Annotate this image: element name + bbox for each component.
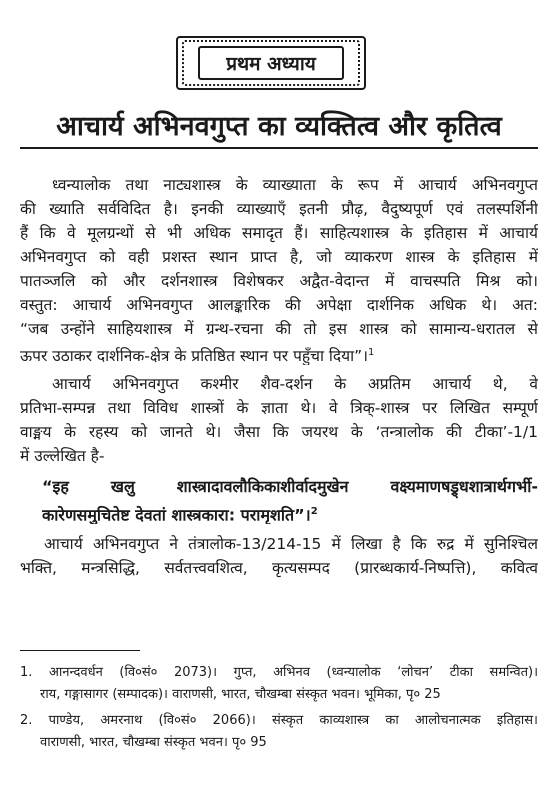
paragraph-line: वाङ्मय के रहस्य को जानते थे। जैसा कि जयरथ के ‘तन्त्रालोक की टीका’-1/1 — [20, 423, 538, 441]
footnote-line: 2. पाण्डेय, अमरनाथ (वि०सं० 2066)। संस्कृत काव्यशास्त्र का आलोचनात्मक इतिहास। — [20, 713, 538, 728]
paragraph-line: प्रतिभा-सम्पन्न तथा विविध शास्त्रों के ज्ञाता थे। वे त्रिक्-शास्त्र पर लिखित सम्पूर्ण — [20, 399, 538, 417]
chapter-label: प्रथम अध्याय — [198, 46, 344, 80]
sanskrit-quote-text: कारेणसमुचितेष्ट देवतां शास्त्रकारा: परामृशति”। — [42, 505, 311, 524]
paragraph-line: में उल्लेखित है- — [20, 447, 105, 465]
footnote-ref-2: 2 — [310, 506, 318, 517]
paragraph-line — [20, 341, 538, 365]
paragraph-line: अभिनवगुप्त को वही प्रशस्त स्थान प्राप्त है, जो व्याकरण शास्त्र के इतिहास में — [20, 248, 538, 266]
footnote-line: राय, गङ्गासागर (सम्पादक)। वाराणसी, भारत, चौखम्बा संस्कृत भवन। भूमिका, पृ० 25 — [40, 687, 441, 702]
sanskrit-quote-line: “इह खलु शास्त्रादावलौकिकाशीर्वादमुखेन वक्ष्यमाणषड्र्धशात्रार्थगर्भी- — [42, 477, 538, 496]
footnote-line: 1. आनन्दवर्धन (वि०सं० 2073)। गुप्त, अभिनव (ध्वन्यालोक ‘लोचन’ टीका समन्वित)। — [20, 665, 538, 680]
footnote-separator — [20, 650, 140, 651]
chapter-banner — [176, 36, 366, 90]
sanskrit-quote-line — [42, 500, 538, 524]
paragraph-line: भक्ति, मन्त्रसिद्धि, सर्वतत्त्ववशित्व, कृत्यसम्पद (प्रारब्धकार्य-निष्पत्ति), कवित्व — [20, 559, 538, 577]
title-underline — [20, 147, 538, 149]
paragraph-line: ध्वन्यालोक तथा नाट्यशास्त्र के व्याख्याता के रूप में आचार्य अभिनवगुप्त — [52, 176, 538, 194]
footnote-ref-1: 1 — [368, 347, 375, 358]
footnote-line: वाराणसी, भारत, चौखम्बा संस्कृत भवन। पृ० 95 — [40, 735, 267, 750]
paragraph-line: “जब उन्होंने साहियशास्त्र में ग्रन्थ-रचना की तो इस शास्त्र को सामान्य-धरातल से — [20, 320, 538, 338]
page-title: आचार्य अभिनवगुप्त का व्यक्तित्व और कृतित्व — [56, 111, 502, 142]
paragraph-line: हैं कि वे मूलग्रन्थों से भी अधिक समादृत हैं। साहित्यशास्त्र के इतिहास में आचार्य — [20, 224, 538, 242]
paragraph-line: आचार्य अभिनवगुप्त कश्मीर शैव-दर्शन के अप्रतिम आचार्य थे, वे — [52, 375, 538, 393]
paragraph-line: वस्तुत: आचार्य अभिनवगुप्त आलङ्कारिक की अपेक्षा दार्शनिक अधिक थे। अत: — [20, 296, 538, 314]
paragraph-line: की ख्याति सर्वविदित है। इनकी व्याख्याएँ इतनी प्रौढ़, वैदुष्यपूर्ण एवं तलस्पर्शिनी — [20, 200, 538, 218]
paragraph-line: आचार्य अभिनवगुप्त ने तंत्रालोक-13/214-15 में लिखा है कि रुद्र में सुनिश्चिल — [44, 535, 538, 553]
paragraph-line-text: ऊपर उठाकर दार्शनिक-क्षेत्र के प्रतिष्ठित स्थान पर पहुँचा दिया”। — [20, 347, 369, 365]
paragraph-line: पातञ्जलि को और दर्शनशास्त्र विशेषकर अद्वैत-वेदान्त में वाचस्पति मिश्र को। — [20, 272, 538, 290]
